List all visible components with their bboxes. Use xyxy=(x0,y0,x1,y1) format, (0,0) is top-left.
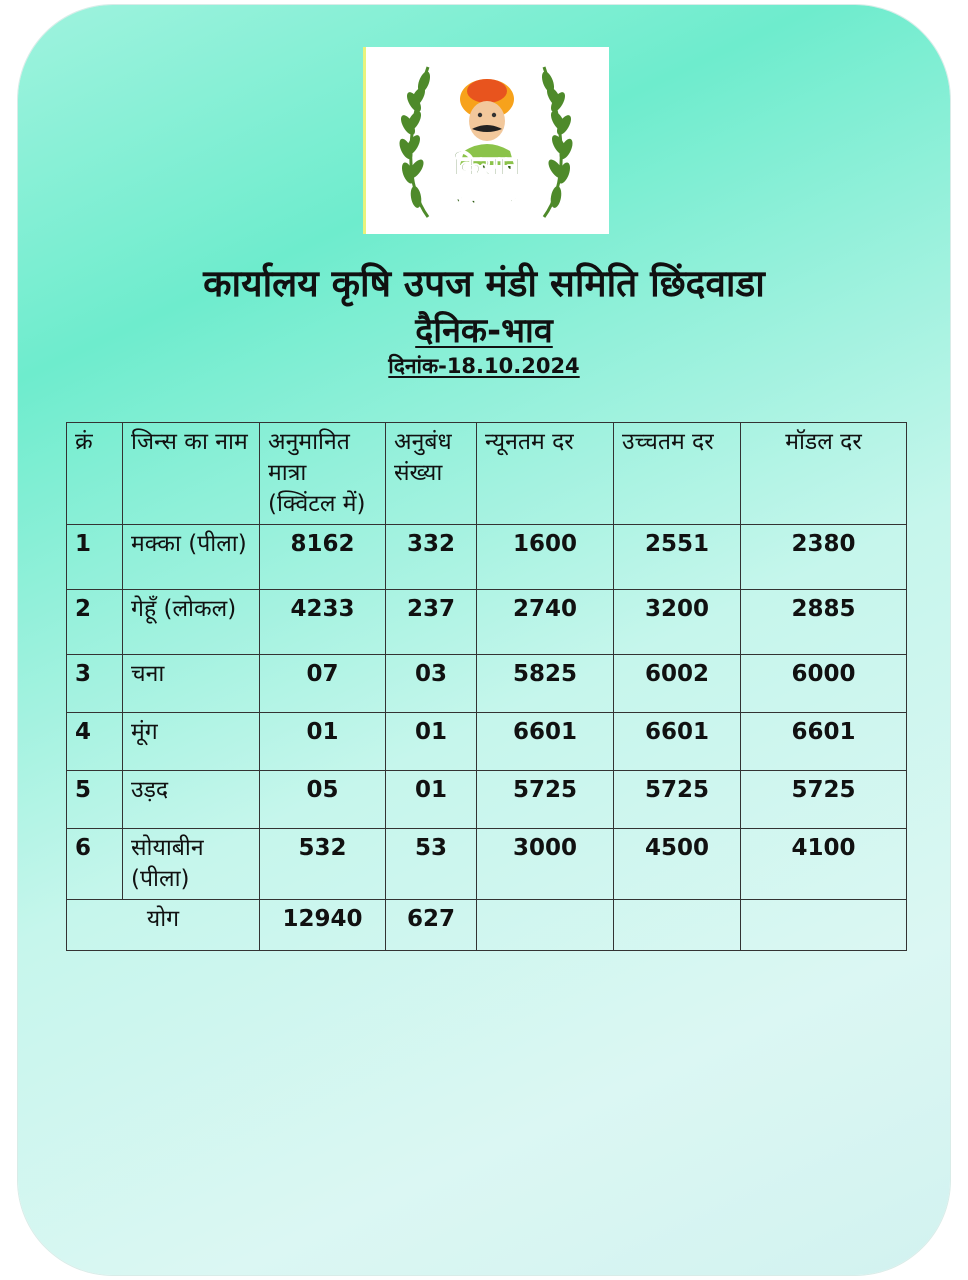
table-row xyxy=(67,590,907,655)
total-empty-min xyxy=(477,900,614,951)
cell-commodity: चना xyxy=(123,655,260,713)
cell-modal-rate: 4100 xyxy=(741,829,907,900)
cell-modal-rate: 6000 xyxy=(741,655,907,713)
col-header-quantity: अनुमानित मात्रा (क्विंटल में) xyxy=(260,423,386,525)
cell-quantity: 01 xyxy=(260,713,386,771)
wheat-left-icon xyxy=(397,67,433,217)
table-row xyxy=(67,525,907,590)
cell-contracts: 237 xyxy=(386,590,477,655)
daily-rates-text: दैनिक-भाव xyxy=(415,311,553,351)
logo-graphic xyxy=(366,47,606,234)
kisan-samachar-logo xyxy=(363,47,609,234)
cell-modal-rate: 6601 xyxy=(741,713,907,771)
total-empty-modal xyxy=(741,900,907,951)
cell-quantity: 8162 xyxy=(260,525,386,590)
cell-max-rate: 6601 xyxy=(614,713,741,771)
cell-min-rate: 5725 xyxy=(477,771,614,829)
rates-table xyxy=(66,422,907,951)
total-empty-max xyxy=(614,900,741,951)
cell-contracts: 03 xyxy=(386,655,477,713)
total-quantity: 12940 xyxy=(260,900,386,951)
col-header-sn: क्रं xyxy=(67,423,123,525)
cell-max-rate: 5725 xyxy=(614,771,741,829)
table-row xyxy=(67,713,907,771)
col-header-max-rate: उच्चतम दर xyxy=(614,423,741,525)
col-header-modal-rate: मॉडल दर xyxy=(741,423,907,525)
cell-min-rate: 5825 xyxy=(477,655,614,713)
table-row xyxy=(67,829,907,900)
col-header-contracts: अनुबंध संख्या xyxy=(386,423,477,525)
cell-quantity: 07 xyxy=(260,655,386,713)
cell-sn: 5 xyxy=(67,771,123,829)
table-row xyxy=(67,771,907,829)
cell-modal-rate: 5725 xyxy=(741,771,907,829)
total-label: योग xyxy=(67,900,260,951)
date-text: दिनांक-18.10.2024 xyxy=(388,354,580,378)
wheat-right-icon xyxy=(540,67,576,217)
table-row xyxy=(67,655,907,713)
cell-contracts: 53 xyxy=(386,829,477,900)
table-header-row xyxy=(67,423,907,525)
cell-sn: 2 xyxy=(67,590,123,655)
cell-max-rate: 6002 xyxy=(614,655,741,713)
office-title: कार्यालय कृषि उपज मंडी समिति छिंदवाडा xyxy=(203,262,765,305)
cell-modal-rate: 2380 xyxy=(741,525,907,590)
cell-contracts: 332 xyxy=(386,525,477,590)
cell-max-rate: 2551 xyxy=(614,525,741,590)
cell-commodity: उड़द xyxy=(123,771,260,829)
cell-sn: 3 xyxy=(67,655,123,713)
col-header-commodity: जिन्स का नाम xyxy=(123,423,260,525)
daily-rates-heading xyxy=(0,306,968,352)
cell-commodity: गेहूँ (लोकल) xyxy=(123,590,260,655)
cell-sn: 4 xyxy=(67,713,123,771)
cell-min-rate: 1600 xyxy=(477,525,614,590)
cell-quantity: 05 xyxy=(260,771,386,829)
total-contracts: 627 xyxy=(386,900,477,951)
cell-max-rate: 4500 xyxy=(614,829,741,900)
cell-contracts: 01 xyxy=(386,771,477,829)
cell-min-rate: 2740 xyxy=(477,590,614,655)
cell-modal-rate: 2885 xyxy=(741,590,907,655)
cell-sn: 6 xyxy=(67,829,123,900)
cell-contracts: 01 xyxy=(386,713,477,771)
col-header-min-rate: न्यूनतम दर xyxy=(477,423,614,525)
total-row xyxy=(67,900,907,951)
logo-line1: किसान xyxy=(453,151,521,182)
cell-min-rate: 3000 xyxy=(477,829,614,900)
logo-line2: समाचार xyxy=(455,188,519,213)
cell-commodity: सोयाबीन (पीला) xyxy=(123,829,260,900)
cell-commodity: मक्का (पीला) xyxy=(123,525,260,590)
date-line xyxy=(0,352,968,380)
cell-quantity: 4233 xyxy=(260,590,386,655)
cell-max-rate: 3200 xyxy=(614,590,741,655)
cell-sn: 1 xyxy=(67,525,123,590)
cell-min-rate: 6601 xyxy=(477,713,614,771)
cell-commodity: मूंग xyxy=(123,713,260,771)
cell-quantity: 532 xyxy=(260,829,386,900)
